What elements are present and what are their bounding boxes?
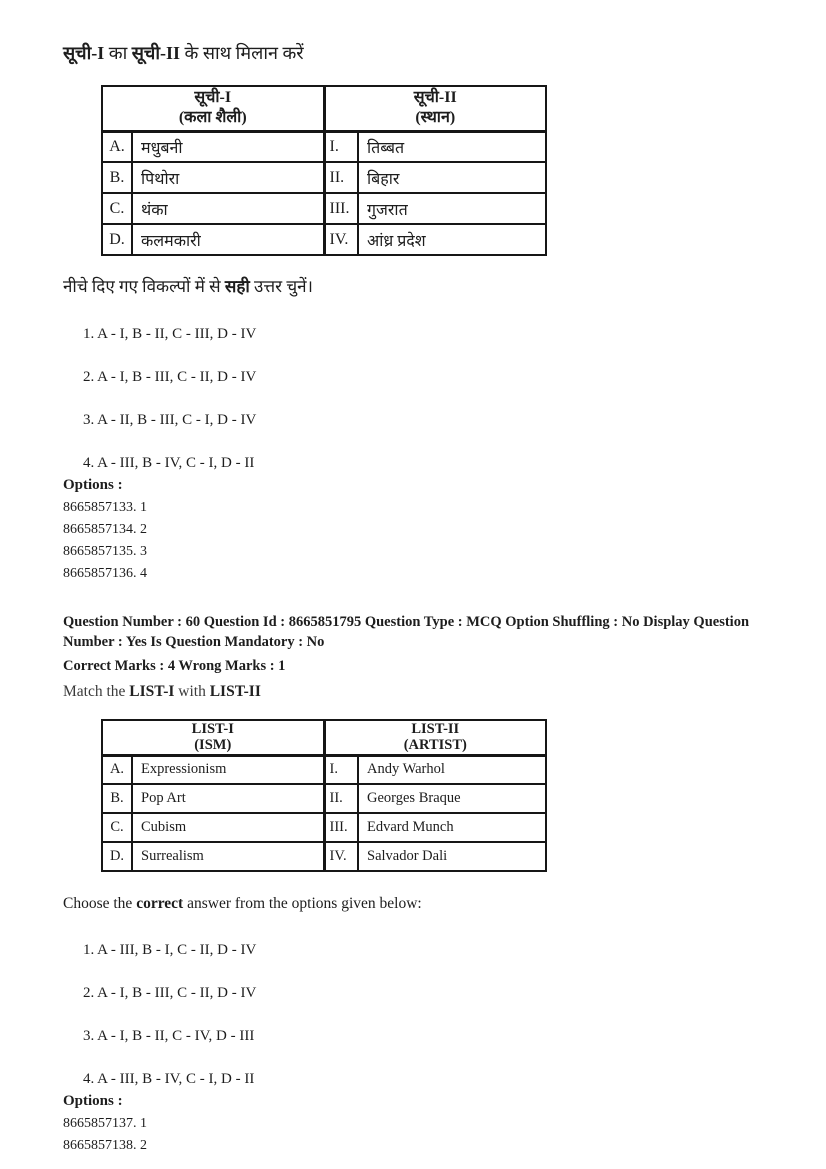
- row-roman: II.: [324, 162, 358, 193]
- q59-option-1: 1. A - I, B - II, C - III, D - IV: [83, 326, 257, 342]
- options-label: Options :: [63, 477, 123, 493]
- row-letter: B.: [102, 784, 132, 813]
- table-row: [102, 131, 546, 162]
- row-match: आंध्र प्रदेश: [358, 224, 546, 255]
- row-roman: II.: [324, 784, 358, 813]
- row-letter: C.: [102, 193, 132, 224]
- english-match-heading: Match the LIST-I with LIST-II: [63, 683, 261, 700]
- option-id-line: 8665857135. 3: [63, 544, 147, 559]
- row-match: बिहार: [358, 162, 546, 193]
- row-roman: III.: [324, 813, 358, 842]
- q60-option-1: 1. A - III, B - I, C - II, D - IV: [83, 942, 257, 958]
- row-letter: D.: [102, 842, 132, 871]
- row-match: Edvard Munch: [358, 813, 546, 842]
- row-item: कलमकारी: [132, 224, 324, 255]
- option-id-line: 8665857138. 2: [63, 1138, 147, 1153]
- option-id-line: 8665857137. 1: [63, 1116, 147, 1131]
- hindi-answer-instruction: नीचे दिए गए विकल्पों में से सही उत्तर चुनें।: [63, 277, 313, 296]
- option-id-line: 8665857133. 1: [63, 500, 147, 515]
- row-item: Pop Art: [132, 784, 324, 813]
- artist-match-table: [101, 719, 547, 872]
- q60-option-3: 3. A - I, B - II, C - IV, D - III: [83, 1028, 255, 1044]
- row-letter: A.: [102, 755, 132, 784]
- list1-column-header: LIST-I (ISM): [102, 720, 324, 755]
- option-id-line: 8665857136. 4: [63, 566, 147, 581]
- row-item: Cubism: [132, 813, 324, 842]
- q60-option-4: 4. A - III, B - IV, C - I, D - II: [83, 1071, 255, 1087]
- row-item: थंका: [132, 193, 324, 224]
- option-id-line: 8665857134. 2: [63, 522, 147, 537]
- list2-column-header: सूची-II (स्थान): [324, 86, 546, 131]
- row-letter: B.: [102, 162, 132, 193]
- table-row: [102, 784, 546, 813]
- row-roman: IV.: [324, 842, 358, 871]
- art-style-match-table: [101, 85, 547, 256]
- marks-info: Correct Marks : 4 Wrong Marks : 1: [63, 658, 286, 674]
- row-match: Georges Braque: [358, 784, 546, 813]
- table-row: [102, 842, 546, 871]
- question-meta: Question Number : 60 Question Id : 8665851795 Question Type : MCQ Option Shuffling : No Display Question Number : Yes Is Question Mandatory : No: [63, 614, 750, 650]
- table-header-row: [102, 86, 546, 131]
- heading-connector: का: [104, 43, 132, 63]
- english-answer-instruction: Choose the correct answer from the options given below:: [63, 895, 422, 912]
- row-item: पिथोरा: [132, 162, 324, 193]
- hindi-match-heading: [63, 42, 826, 64]
- table-header-row: [102, 720, 546, 755]
- list2-column-header: LIST-II (ARTIST): [324, 720, 546, 755]
- q60-option-2: 2. A - I, B - III, C - II, D - IV: [83, 985, 257, 1001]
- list2-label: LIST-II: [209, 683, 261, 700]
- table-row: [102, 162, 546, 193]
- table-row: [102, 755, 546, 784]
- row-item: Expressionism: [132, 755, 324, 784]
- table-row: [102, 813, 546, 842]
- row-roman: I.: [324, 755, 358, 784]
- row-roman: IV.: [324, 224, 358, 255]
- row-match: गुजरात: [358, 193, 546, 224]
- row-roman: III.: [324, 193, 358, 224]
- q59-option-3: 3. A - II, B - III, C - I, D - IV: [83, 412, 257, 428]
- row-letter: C.: [102, 813, 132, 842]
- list1-label: सूची-I: [63, 43, 105, 63]
- options-label: Options :: [63, 1093, 123, 1109]
- list2-label: सूची-II: [131, 43, 181, 63]
- q59-option-4: 4. A - III, B - IV, C - I, D - II: [83, 455, 255, 471]
- row-match: तिब्बत: [358, 131, 546, 162]
- heading-rest: के साथ मिलान करें: [180, 43, 304, 63]
- list1-column-header: सूची-I (कला शैली): [102, 86, 324, 131]
- list1-label: LIST-I: [129, 683, 175, 700]
- row-match: Andy Warhol: [358, 755, 546, 784]
- table-row: [102, 193, 546, 224]
- table-row: [102, 224, 546, 255]
- row-item: मधुबनी: [132, 131, 324, 162]
- row-match: Salvador Dali: [358, 842, 546, 871]
- q59-option-2: 2. A - I, B - III, C - II, D - IV: [83, 369, 257, 385]
- row-item: Surrealism: [132, 842, 324, 871]
- row-roman: I.: [324, 131, 358, 162]
- row-letter: D.: [102, 224, 132, 255]
- row-letter: A.: [102, 131, 132, 162]
